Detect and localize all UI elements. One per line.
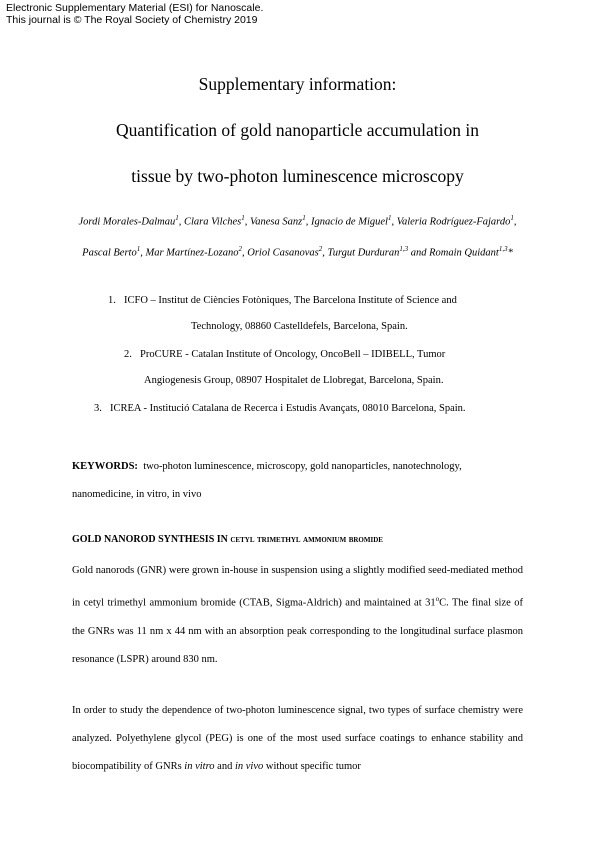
author-name: Pascal Berto xyxy=(82,247,137,258)
journal-header xyxy=(6,2,263,26)
keywords-text: two-photon luminescence, microscopy, gold nanoparticles, nanotechnology, nanomedicine, in vitro, in vivo xyxy=(72,461,462,500)
title-line-3: tissue by two-photon luminescence microscopy xyxy=(131,166,464,186)
author-affiliation-sup: 1 xyxy=(241,214,245,222)
affiliation-number: 2. xyxy=(124,349,132,360)
author-affiliation-sup: 1 xyxy=(136,244,141,253)
author-affiliation-sup: 1,3 xyxy=(498,244,508,253)
author-name: Valeria Rodríguez-Fajardo xyxy=(396,216,511,228)
paragraph-text: C. The final size of the GNRs was 11 nm x 44 nm with an absorption peak corresponding to the longitudinal surface plasmon resonance (LSPR) around 830 nm. xyxy=(72,597,523,665)
author-affiliation-sup: 1 xyxy=(510,214,514,222)
section-heading-main: GOLD NANOROD SYNTHESIS IN xyxy=(72,534,228,545)
affiliation-number: 1. xyxy=(108,295,116,306)
author-name: Romain Quidant xyxy=(429,247,499,258)
paragraph-text: and xyxy=(217,761,233,772)
author-name: Jordi Morales-Dalmau xyxy=(78,216,176,228)
degree-sup: o xyxy=(435,595,440,603)
author-affiliation-sup: 1 xyxy=(302,214,306,222)
author-affiliation-sup: 1 xyxy=(175,214,179,222)
author-affiliation-sup: 1 xyxy=(387,214,392,222)
title-line-1: Supplementary information: xyxy=(198,74,397,94)
paragraph-text: In order to study the dependence of two-photon luminescence signal, two types of surface chemistry were analyzed. Polyethylene glycol (PEG) is one of the most used surface coatings to enhance stability and biocompatibility of GNRs xyxy=(72,705,523,772)
author-name: Mar Martínez-Lozano xyxy=(145,247,239,258)
author-name: Ignacio de Miguel xyxy=(310,216,388,228)
italic-term: in vitro xyxy=(184,761,215,772)
author-list: Jordi Morales-Dalmau$^1$, Clara Vilches$^1$, Vanesa Sanz$^1$, Ignacio de Miguel$^1$, Valeria Rodríguez-Fajardo$^1$, Pascal Berto$^1$, Mar Martínez-Lozano$^2$, Oriol Casanovas$^2$, Turgut Durduran$^{1,3}$ and Romain Quidant$^{1,3}$* xyxy=(78,214,517,258)
affiliation-line: Technology, 08860 Castelldefels, Barcelona, Spain. xyxy=(191,321,408,332)
affiliation-3 xyxy=(94,396,534,422)
paragraph-text: without specific tumor xyxy=(265,761,361,772)
affiliation-line: Angiogenesis Group, 08907 Hospitalet de Llobregat, Barcelona, Spain. xyxy=(144,375,444,386)
author-affiliation-sup: 1,3 xyxy=(399,244,409,253)
affiliation-1 xyxy=(108,288,528,340)
affiliation-2 xyxy=(124,342,524,394)
paragraph-gnr-synthesis xyxy=(72,557,523,674)
affiliation-line: ICFO – Institut de Ciències Fotòniques, The Barcelona Institute of Science and xyxy=(124,295,457,306)
italic-term: in vivo xyxy=(234,761,264,772)
paragraph-surface-chemistry xyxy=(72,697,523,781)
affiliation-line: ProCURE - Catalan Institute of Oncology, OncoBell – IDIBELL, Tumor xyxy=(140,349,446,360)
header-line-2: This journal is © The Royal Society of Chemistry 2019 xyxy=(6,14,258,26)
affiliation-line: ICREA - Institució Catalana de Recerca i Estudis Avançats, 08010 Barcelona, Spain. xyxy=(110,403,466,414)
header-line-1: Electronic Supplementary Material (ESI) for Nanoscale. xyxy=(6,2,264,14)
author-name: Oriol Casanovas xyxy=(247,247,319,258)
keywords-label: KEYWORDS: xyxy=(72,461,138,472)
author-and: and xyxy=(410,247,427,258)
author-affiliation-sup: 2 xyxy=(238,244,242,253)
section-heading xyxy=(72,534,383,545)
author-name: Vanesa Sanz xyxy=(250,216,303,228)
corresponding-author-mark: * xyxy=(507,247,513,258)
author-name: Clara Vilches xyxy=(183,216,242,228)
paragraph-text: Gold nanorods (GNR) were grown in-house in suspension using a slightly modified seed-mediated method in cetyl trimethyl ammonium bromide (CTAB, Sigma-Aldrich) and maintained at 31 xyxy=(72,565,523,609)
section-heading-smallcaps: cetyl trimethyl ammonium bromide xyxy=(230,534,383,545)
affiliation-number: 3. xyxy=(94,403,102,414)
title-line-2: Quantification of gold nanoparticle accumulation in xyxy=(115,120,479,140)
keywords xyxy=(72,453,523,509)
author-affiliation-sup: 2 xyxy=(318,244,323,253)
author-name: Turgut Durduran xyxy=(327,247,400,258)
